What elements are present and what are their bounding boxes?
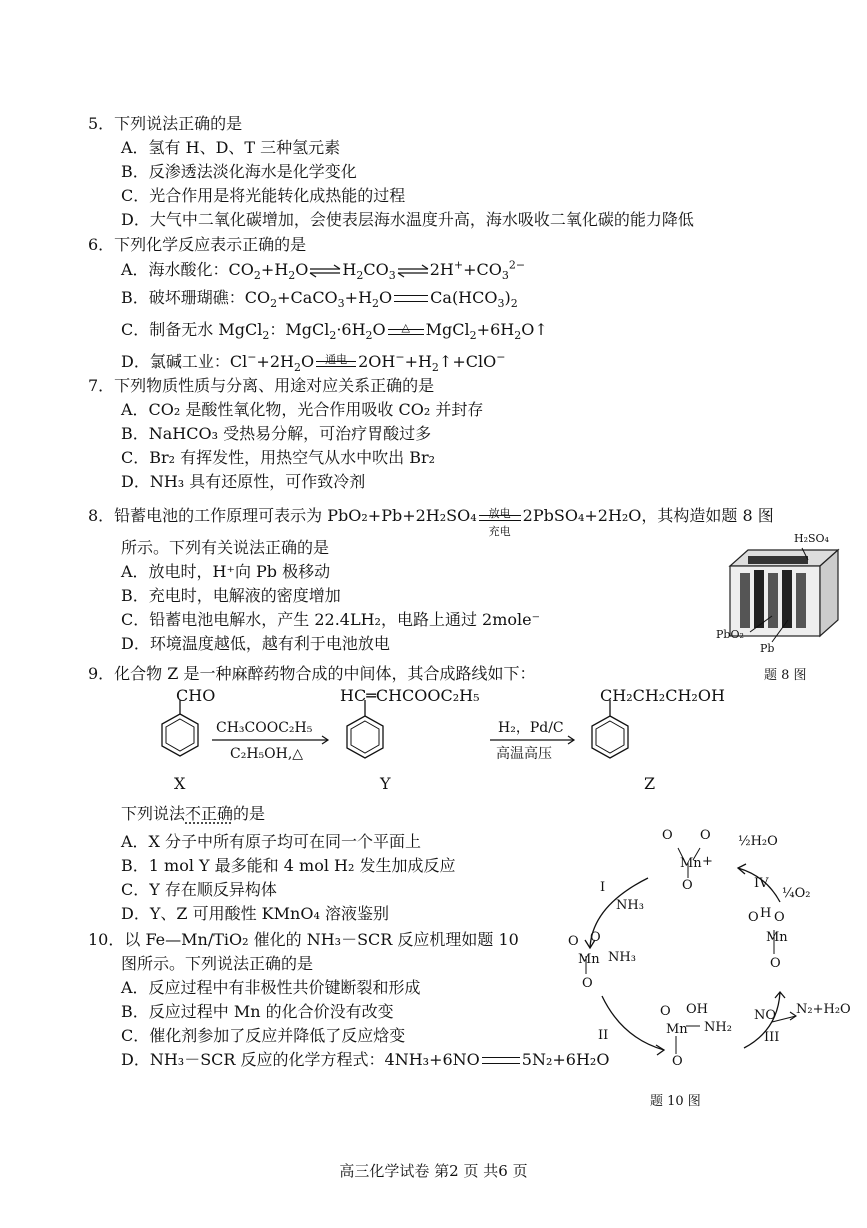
label-x: X [174,774,186,793]
scr-cycle-figure [560,826,860,1086]
right-o-3: O [770,956,781,971]
reagent-1-bottom: C₂H₅OH,△ [230,746,304,762]
q7-option-c: C．Br₂ 有挥发性，用热空气从水中吹出 Br₂ [121,448,436,467]
top-mn: Mn [680,856,702,871]
q10-option-b: B．反应过程中 Mn 的化合价没有改变 [121,1002,394,1021]
half-h2o: ½H₂O [738,834,778,849]
fig10-caption: 题 10 图 [650,1094,701,1109]
q8-stem: 8．铅蓄电池的工作原理可表示为 PbO₂+Pb+2H₂SO₄ 放电 充电 2PbSO₄+2H₂O，其构造如题 8 图 [88,506,774,538]
top-o-right: O [700,828,711,843]
q9-option-a: A．X 分子中所有原子均可在同一个平面上 [121,832,422,851]
q9-option-c: C．Y 存在顺反异构体 [121,880,277,899]
left-o-3: O [582,976,593,991]
q7-option-b: B．NaHCO₃ 受热易分解，可治疗胃酸过多 [121,424,432,443]
top-o-left: O [662,828,673,843]
bottom-oh: OH [686,1002,708,1017]
q6-option-a: A．海水酸化：$CO_2+H_2O$ $H_2CO_3$ $2H^++CO_3^{2-}$ [121,258,526,283]
q10-option-a: A．反应过程中有非极性共价键断裂和形成 [121,978,421,997]
q9-option-d: D．Y、Z 可用酸性 KMnO₄ 溶液鉴别 [121,904,389,923]
q5-stem: 5．下列说法正确的是 [88,114,243,133]
right-mn: Mn [766,930,788,945]
products-label: N₂+H₂O [796,1002,851,1017]
q8-option-b: B．充电时，电解液的密度增加 [121,586,341,605]
bottom-o-1: O [660,1004,671,1019]
step-i: I [600,880,606,895]
step-ii: II [598,1028,609,1043]
q8-option-c: C．铅蓄电池电解水，产生 22.4LH₂，电路上通过 2mole⁻ [121,610,541,629]
page-footer: 高三化学试卷 第2 页 共6 页 [339,1162,528,1180]
top-plus: + [702,854,713,869]
bottom-nh2: NH₂ [704,1020,732,1035]
fig8-caption: 题 8 图 [764,668,807,683]
reagent-1-top: CH₃COOC₂H₅ [216,720,313,736]
q8-option-a: A．放电时，H⁺向 Pb 极移动 [121,562,331,581]
quarter-o2: ¼O₂ [782,886,811,901]
q9-option-b: B．1 mol Y 最多能和 4 mol H₂ 发生加成反应 [121,856,456,875]
right-o-2: O [774,910,785,925]
q10-stem: 10．以 Fe—Mn/TiO₂ 催化的 NH₃－SCR 反应机理如题 10 [88,930,519,949]
label-h2so4: H₂SO₄ [794,532,829,545]
reagent-2-bottom: 高温高压 [496,746,552,762]
right-h: H [760,906,772,921]
top-o-bottom: O [682,878,693,893]
q10-option-d: D．NH₃－SCR 反应的化学方程式：4NH₃+6NO 5N₂+6H₂O [121,1050,610,1069]
bottom-mn: Mn [666,1022,688,1037]
q6-stem: 6．下列化学反应表示正确的是 [88,235,307,254]
q6-option-b: B．破坏珊瑚礁：$CO_2+CaCO_3+H_2O$ $Ca(HCO_3)_2$ [121,288,518,311]
q10-option-c: C．催化剂参加了反应并降低了反应焓变 [121,1026,406,1045]
q9-stem-2: 下列说法不正确的是 [121,804,266,823]
q8-stem-2: 所示。下列有关说法正确的是 [121,538,330,557]
q9-stem: 9．化合物 Z 是一种麻醉药物合成的中间体，其合成路线如下： [88,664,536,683]
label-pbo2: PbO₂ [716,628,744,641]
left-o-1: O [568,934,579,949]
battery-figure [710,528,850,658]
left-nh3: NH₃ [608,950,636,965]
q5-option-d: D．大气中二氧化碳增加，会使表层海水温度升高，海水吸收二氧化碳的能力降低 [121,210,694,229]
step-iii: III [764,1030,780,1045]
q7-option-a: A．CO₂ 是酸性氧化物，光合作用吸收 CO₂ 并封存 [121,400,484,419]
q5-option-c: C．光合作用是将光能转化成热能的过程 [121,186,406,205]
q7-stem: 7．下列物质性质与分离、用途对应关系正确的是 [88,376,435,395]
q5-option-b: B．反渗透法淡化海水是化学变化 [121,162,357,181]
synthesis-route [140,686,760,796]
label-z: Z [644,774,656,793]
nh3-label: NH₃ [616,898,644,913]
step-iv: IV [754,876,769,891]
label-y: Y [380,774,391,793]
q7-option-d: D．NH₃ 具有还原性，可作致冷剂 [121,472,366,491]
bottom-o-2: O [672,1054,683,1069]
x-group: CHO [176,686,216,705]
q8-option-d: D．环境温度越低，越有利于电池放电 [121,634,390,653]
no-label: NO [754,1008,777,1023]
q10-stem-2: 图所示。下列说法正确的是 [121,954,314,973]
left-o-2: O [590,930,601,945]
right-o-1: O [748,910,759,925]
q6-option-c: C．制备无水 MgCl$_2$：$MgCl_2\cdot 6H_2O$ △ $MgCl_2+6H_2O↑$ [121,320,548,343]
q6-option-d: D．氯碱工业：$Cl^-+2H_2O$ 通电 $2OH^-+H_2↑+ClO^-$ [121,350,506,375]
z-group: CH₂CH₂CH₂OH [600,686,725,705]
y-group: HC═CHCOOC₂H₅ [340,686,480,705]
reagent-2-top: H₂，Pd/C [498,720,564,736]
left-mn: Mn [578,952,600,967]
label-pb: Pb [760,642,775,655]
q5-option-a: A．氢有 H、D、T 三种氢元素 [121,138,341,157]
